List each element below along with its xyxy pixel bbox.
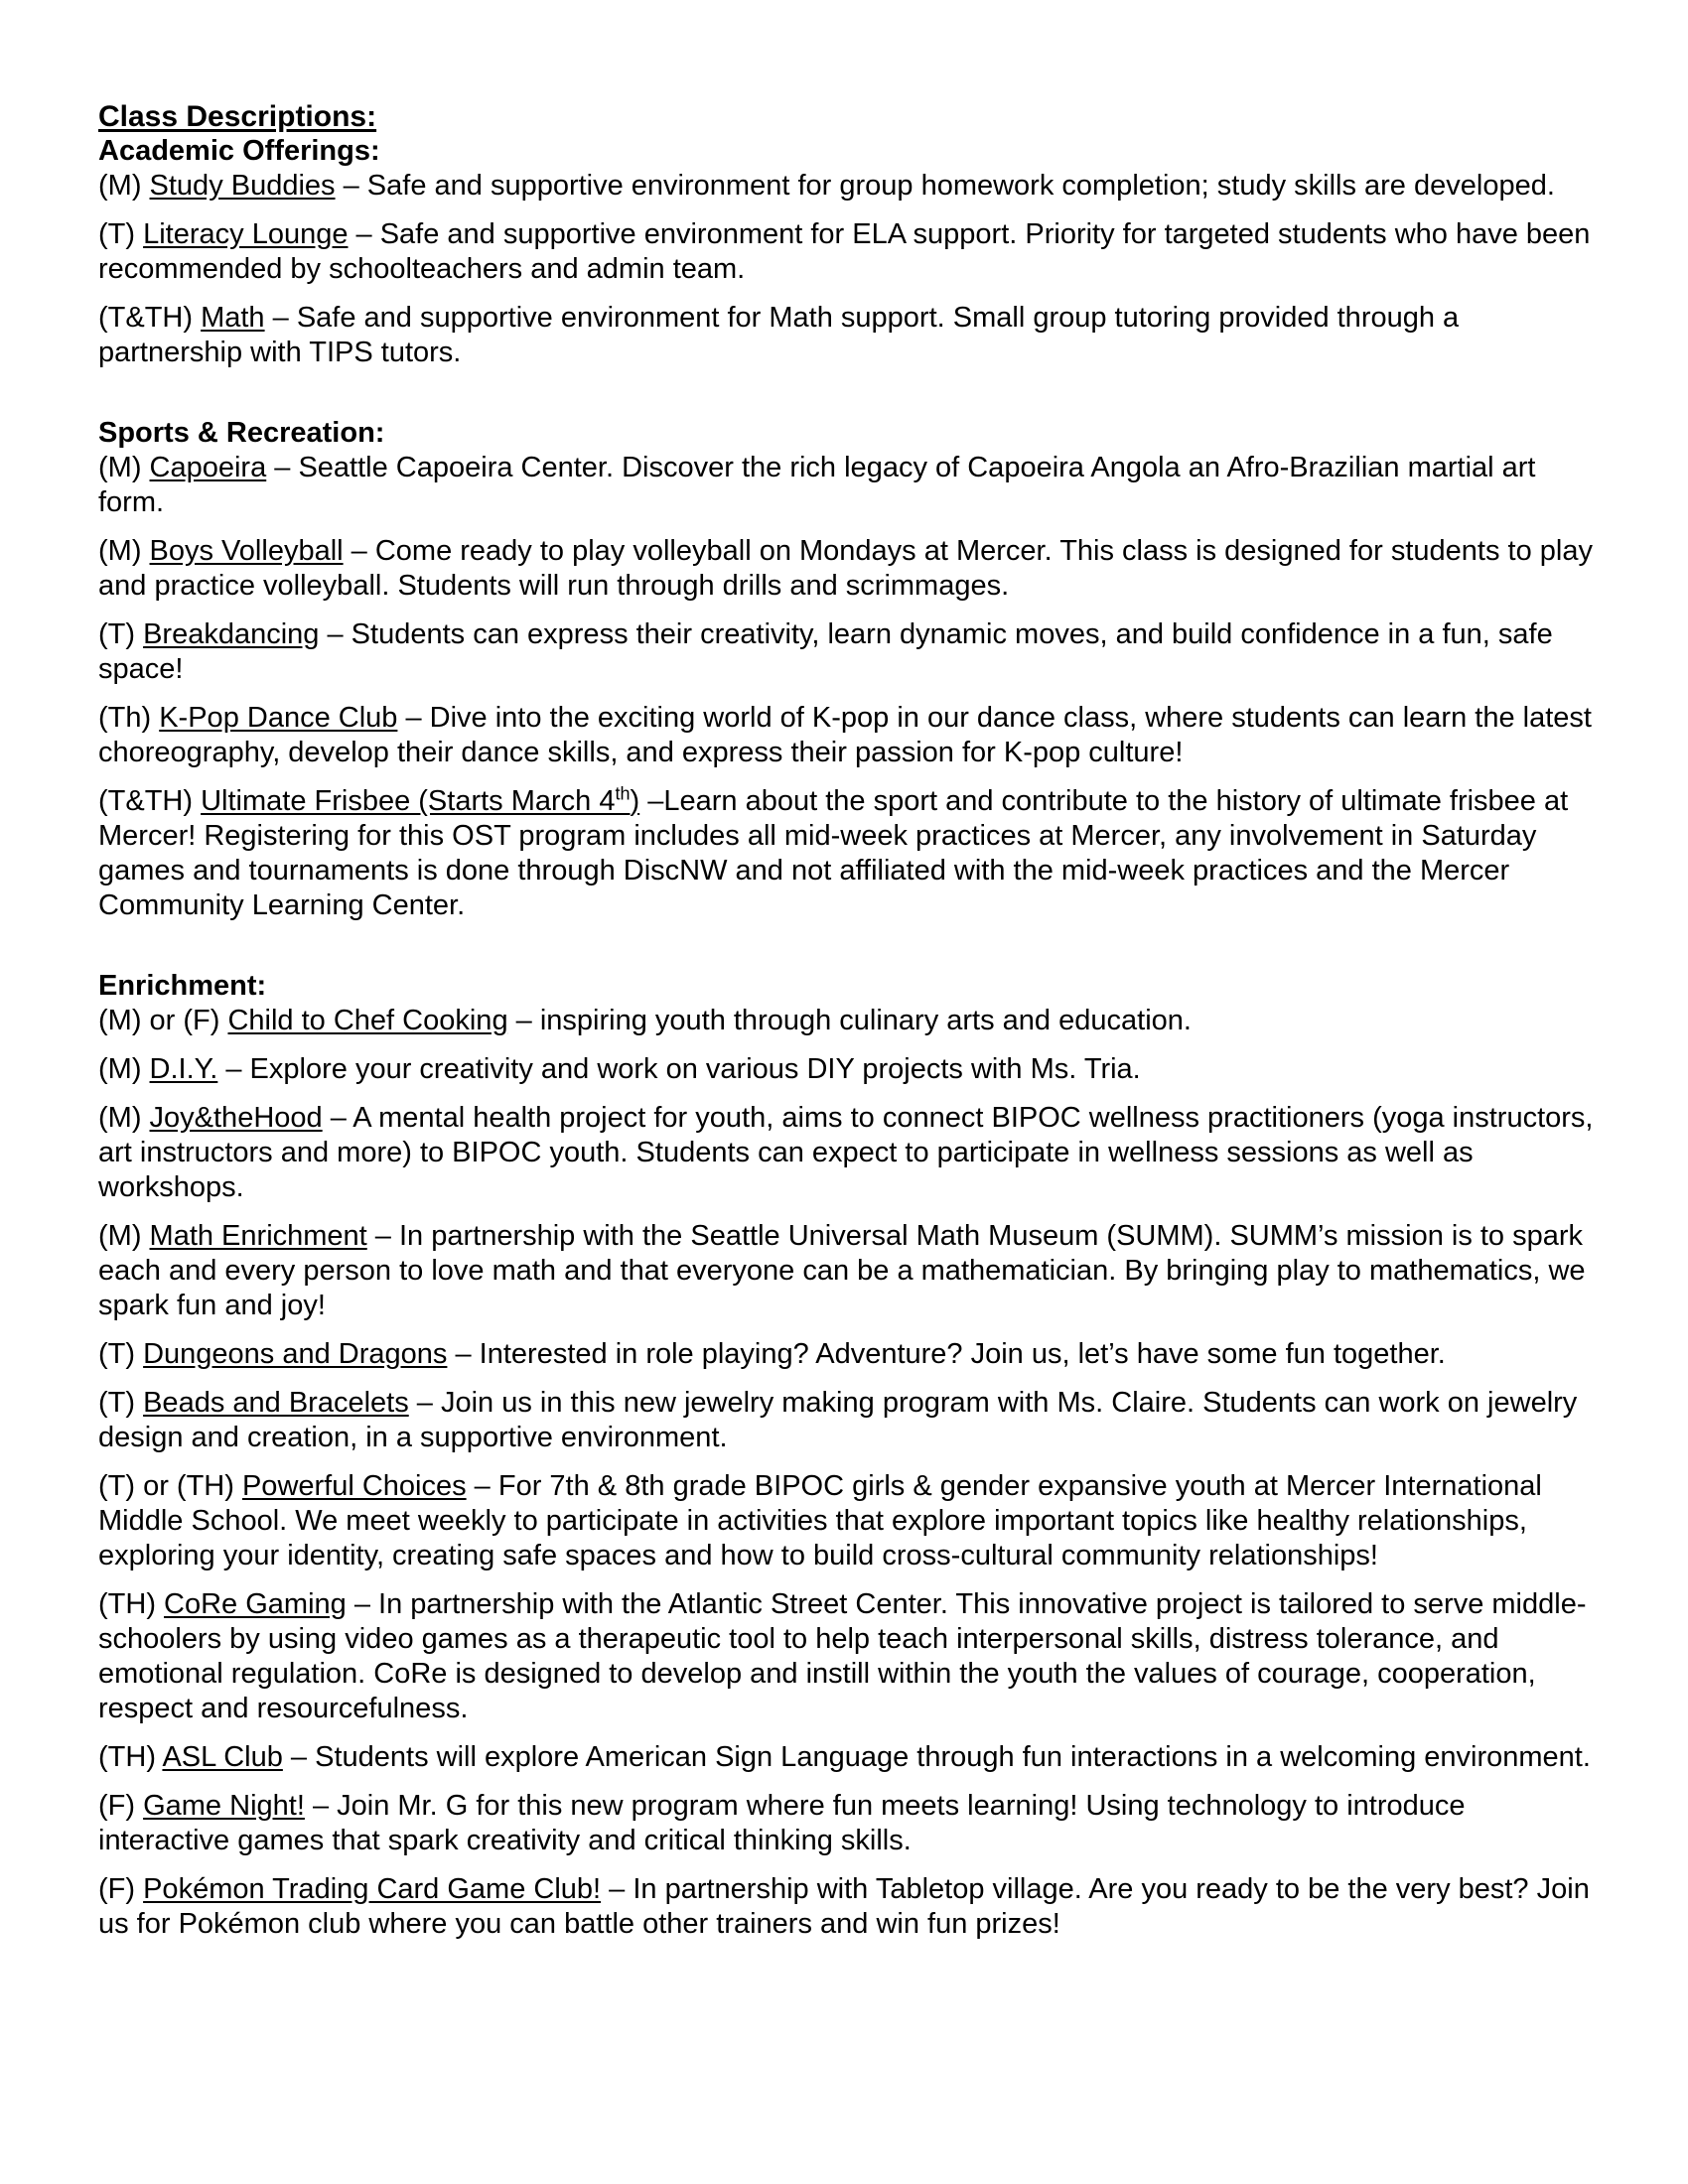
- section-heading-academic: Academic Offerings:: [98, 135, 380, 167]
- class-entry: [98, 1101, 1600, 1205]
- class-entry: [98, 1052, 1600, 1087]
- class-day: (TH): [98, 1588, 165, 1620]
- class-name: Powerful Choices: [241, 1470, 467, 1502]
- class-description: – Dive into the exciting world of K-pop in our dance class, where students can learn the latest choreography, develop their dance skills, and express their passion for K-pop culture!: [98, 702, 1592, 768]
- class-day: (F): [98, 1873, 144, 1905]
- class-day: (T): [98, 618, 144, 650]
- section-heading-enrichment: Enrichment:: [98, 970, 267, 1002]
- class-day: (F): [98, 1790, 144, 1822]
- class-entry: [98, 301, 1600, 370]
- class-description: – Safe and supportive environment for group homework completion; study skills are developed.: [335, 170, 1555, 202]
- class-name: Dungeons and Dragons: [143, 1338, 448, 1370]
- class-name: Math: [201, 302, 265, 334]
- class-day: (T) or (TH): [98, 1470, 242, 1502]
- class-entry: [98, 1872, 1600, 1942]
- class-name: Study Buddies: [149, 170, 336, 202]
- class-description: – Safe and supportive environment for Math support. Small group tutoring provided through a partnership with TIPS tutors.: [98, 302, 1460, 368]
- class-name: Pokémon Trading Card Game Club!: [143, 1873, 602, 1905]
- class-description: – For 7th & 8th grade BIPOC girls & gender expansive youth at Mercer International Middle School. We meet weekly to participate in activities that explore important topics like healthy relationships, exploring your identity, creating safe spaces and how to build cross-cultural community relationships!: [98, 1470, 1542, 1571]
- class-description: – Students can express their creativity, learn dynamic moves, and build confidence in a fun, safe space!: [98, 618, 1553, 685]
- class-entry: [98, 617, 1600, 687]
- class-entry: [98, 784, 1600, 923]
- class-name: Child to Chef Cooking: [227, 1005, 508, 1036]
- class-entry: [98, 1469, 1600, 1573]
- class-entry: [98, 169, 1600, 204]
- class-name: Breakdancing: [143, 618, 320, 650]
- class-day: (TH): [98, 1741, 163, 1773]
- class-description: – inspiring youth through culinary arts and education.: [507, 1005, 1192, 1036]
- class-entry: [98, 1386, 1600, 1455]
- class-name: CoRe Gaming: [164, 1588, 347, 1620]
- class-description: – A mental health project for youth, aims to connect BIPOC wellness practitioners (yoga instructors, art instructors and more) to BIPOC youth. Students can expect to participate in wellness sessions as well as workshops.: [98, 1102, 1594, 1203]
- class-day: (M): [98, 170, 150, 202]
- class-day: (M) or (F): [98, 1005, 228, 1036]
- class-day: (Th): [98, 702, 160, 734]
- class-description: – In partnership with the Atlantic Street Center. This innovative project is tailored to serve middle-schoolers by using video games as a therapeutic tool to help teach interpersonal skills, distress tolerance, and emotional regulation. CoRe is designed to develop and instill within the youth the values of courage, cooperation, respect and resourcefulness.: [98, 1588, 1587, 1724]
- class-description: – Safe and supportive environment for ELA support. Priority for targeted students who have been recommended by schoolteachers and admin team.: [98, 218, 1591, 285]
- class-entry: [98, 451, 1600, 520]
- class-name: Boys Volleyball: [149, 535, 344, 567]
- class-name: Literacy Lounge: [143, 218, 349, 250]
- class-entry: [98, 1587, 1600, 1726]
- class-entry: [98, 217, 1600, 287]
- class-entry: [98, 1337, 1600, 1372]
- class-day: (T): [98, 218, 144, 250]
- class-name: Capoeira: [149, 452, 267, 483]
- class-day: (T&TH): [98, 302, 202, 334]
- class-description: – In partnership with Tabletop village. Are you ready to be the very best? Join us for Pokémon club where you can battle other trainers and win fun prizes!: [98, 1873, 1590, 1940]
- class-day: (M): [98, 452, 150, 483]
- class-name: [201, 785, 639, 817]
- class-name: D.I.Y.: [149, 1053, 218, 1085]
- class-day: (M): [98, 1102, 150, 1134]
- class-entry: [98, 534, 1600, 604]
- class-descriptions-page: [98, 99, 1600, 1956]
- class-description: – Join Mr. G for this new program where fun meets learning! Using technology to introduce interactive games that spark creativity and critical thinking skills.: [98, 1790, 1466, 1856]
- class-day: (M): [98, 1053, 150, 1085]
- class-name: K-Pop Dance Club: [159, 702, 398, 734]
- class-description: – Students will explore American Sign Language through fun interactions in a welcoming environment.: [282, 1741, 1591, 1773]
- section-spacer: [98, 937, 1600, 969]
- class-day: (T): [98, 1387, 144, 1419]
- class-name: Game Night!: [143, 1790, 305, 1822]
- class-name-text: Ultimate Frisbee (Starts March 4: [201, 785, 616, 817]
- class-name: Beads and Bracelets: [143, 1387, 409, 1419]
- class-entry: [98, 1789, 1600, 1858]
- class-entry: [98, 1219, 1600, 1323]
- class-name-superscript: th: [615, 783, 631, 804]
- page-title: Class Descriptions:: [98, 100, 377, 133]
- class-day: (T): [98, 1338, 144, 1370]
- section-spacer: [98, 384, 1600, 416]
- class-entry: [98, 1004, 1600, 1038]
- class-name: Math Enrichment: [149, 1220, 367, 1252]
- class-name: ASL Club: [162, 1741, 283, 1773]
- class-name: Joy&theHood: [149, 1102, 323, 1134]
- class-day: (M): [98, 1220, 150, 1252]
- class-name-end: ): [630, 785, 640, 817]
- class-day: (T&TH): [98, 785, 202, 817]
- section-heading-sports: Sports & Recreation:: [98, 417, 385, 449]
- class-description: – Interested in role playing? Adventure? Join us, let’s have some fun together.: [447, 1338, 1446, 1370]
- class-description: – In partnership with the Seattle Universal Math Museum (SUMM). SUMM’s mission is to spark each and every person to love math and that everyone can be a mathematician. By bringing play to mathematics, we spark fun and joy!: [98, 1220, 1586, 1321]
- class-description: –Learn about the sport and contribute to the history of ultimate frisbee at Mercer! Registering for this OST program includes all mid-week practices at Mercer, any involvement in Saturday games and tournaments is done through DiscNW and not affiliated with the mid-week practices and the Mercer Community Learning Center.: [98, 785, 1569, 921]
- class-day: (M): [98, 535, 150, 567]
- class-entry: [98, 1740, 1600, 1775]
- class-entry: [98, 701, 1600, 770]
- class-description: – Explore your creativity and work on various DIY projects with Ms. Tria.: [217, 1053, 1141, 1085]
- class-description: – Come ready to play volleyball on Mondays at Mercer. This class is designed for students to play and practice volleyball. Students will run through drills and scrimmages.: [98, 535, 1593, 602]
- class-description: – Join us in this new jewelry making program with Ms. Claire. Students can work on jewelry design and creation, in a supportive environment.: [98, 1387, 1578, 1453]
- class-description: – Seattle Capoeira Center. Discover the rich legacy of Capoeira Angola an Afro-Brazilian martial art form.: [98, 452, 1536, 518]
